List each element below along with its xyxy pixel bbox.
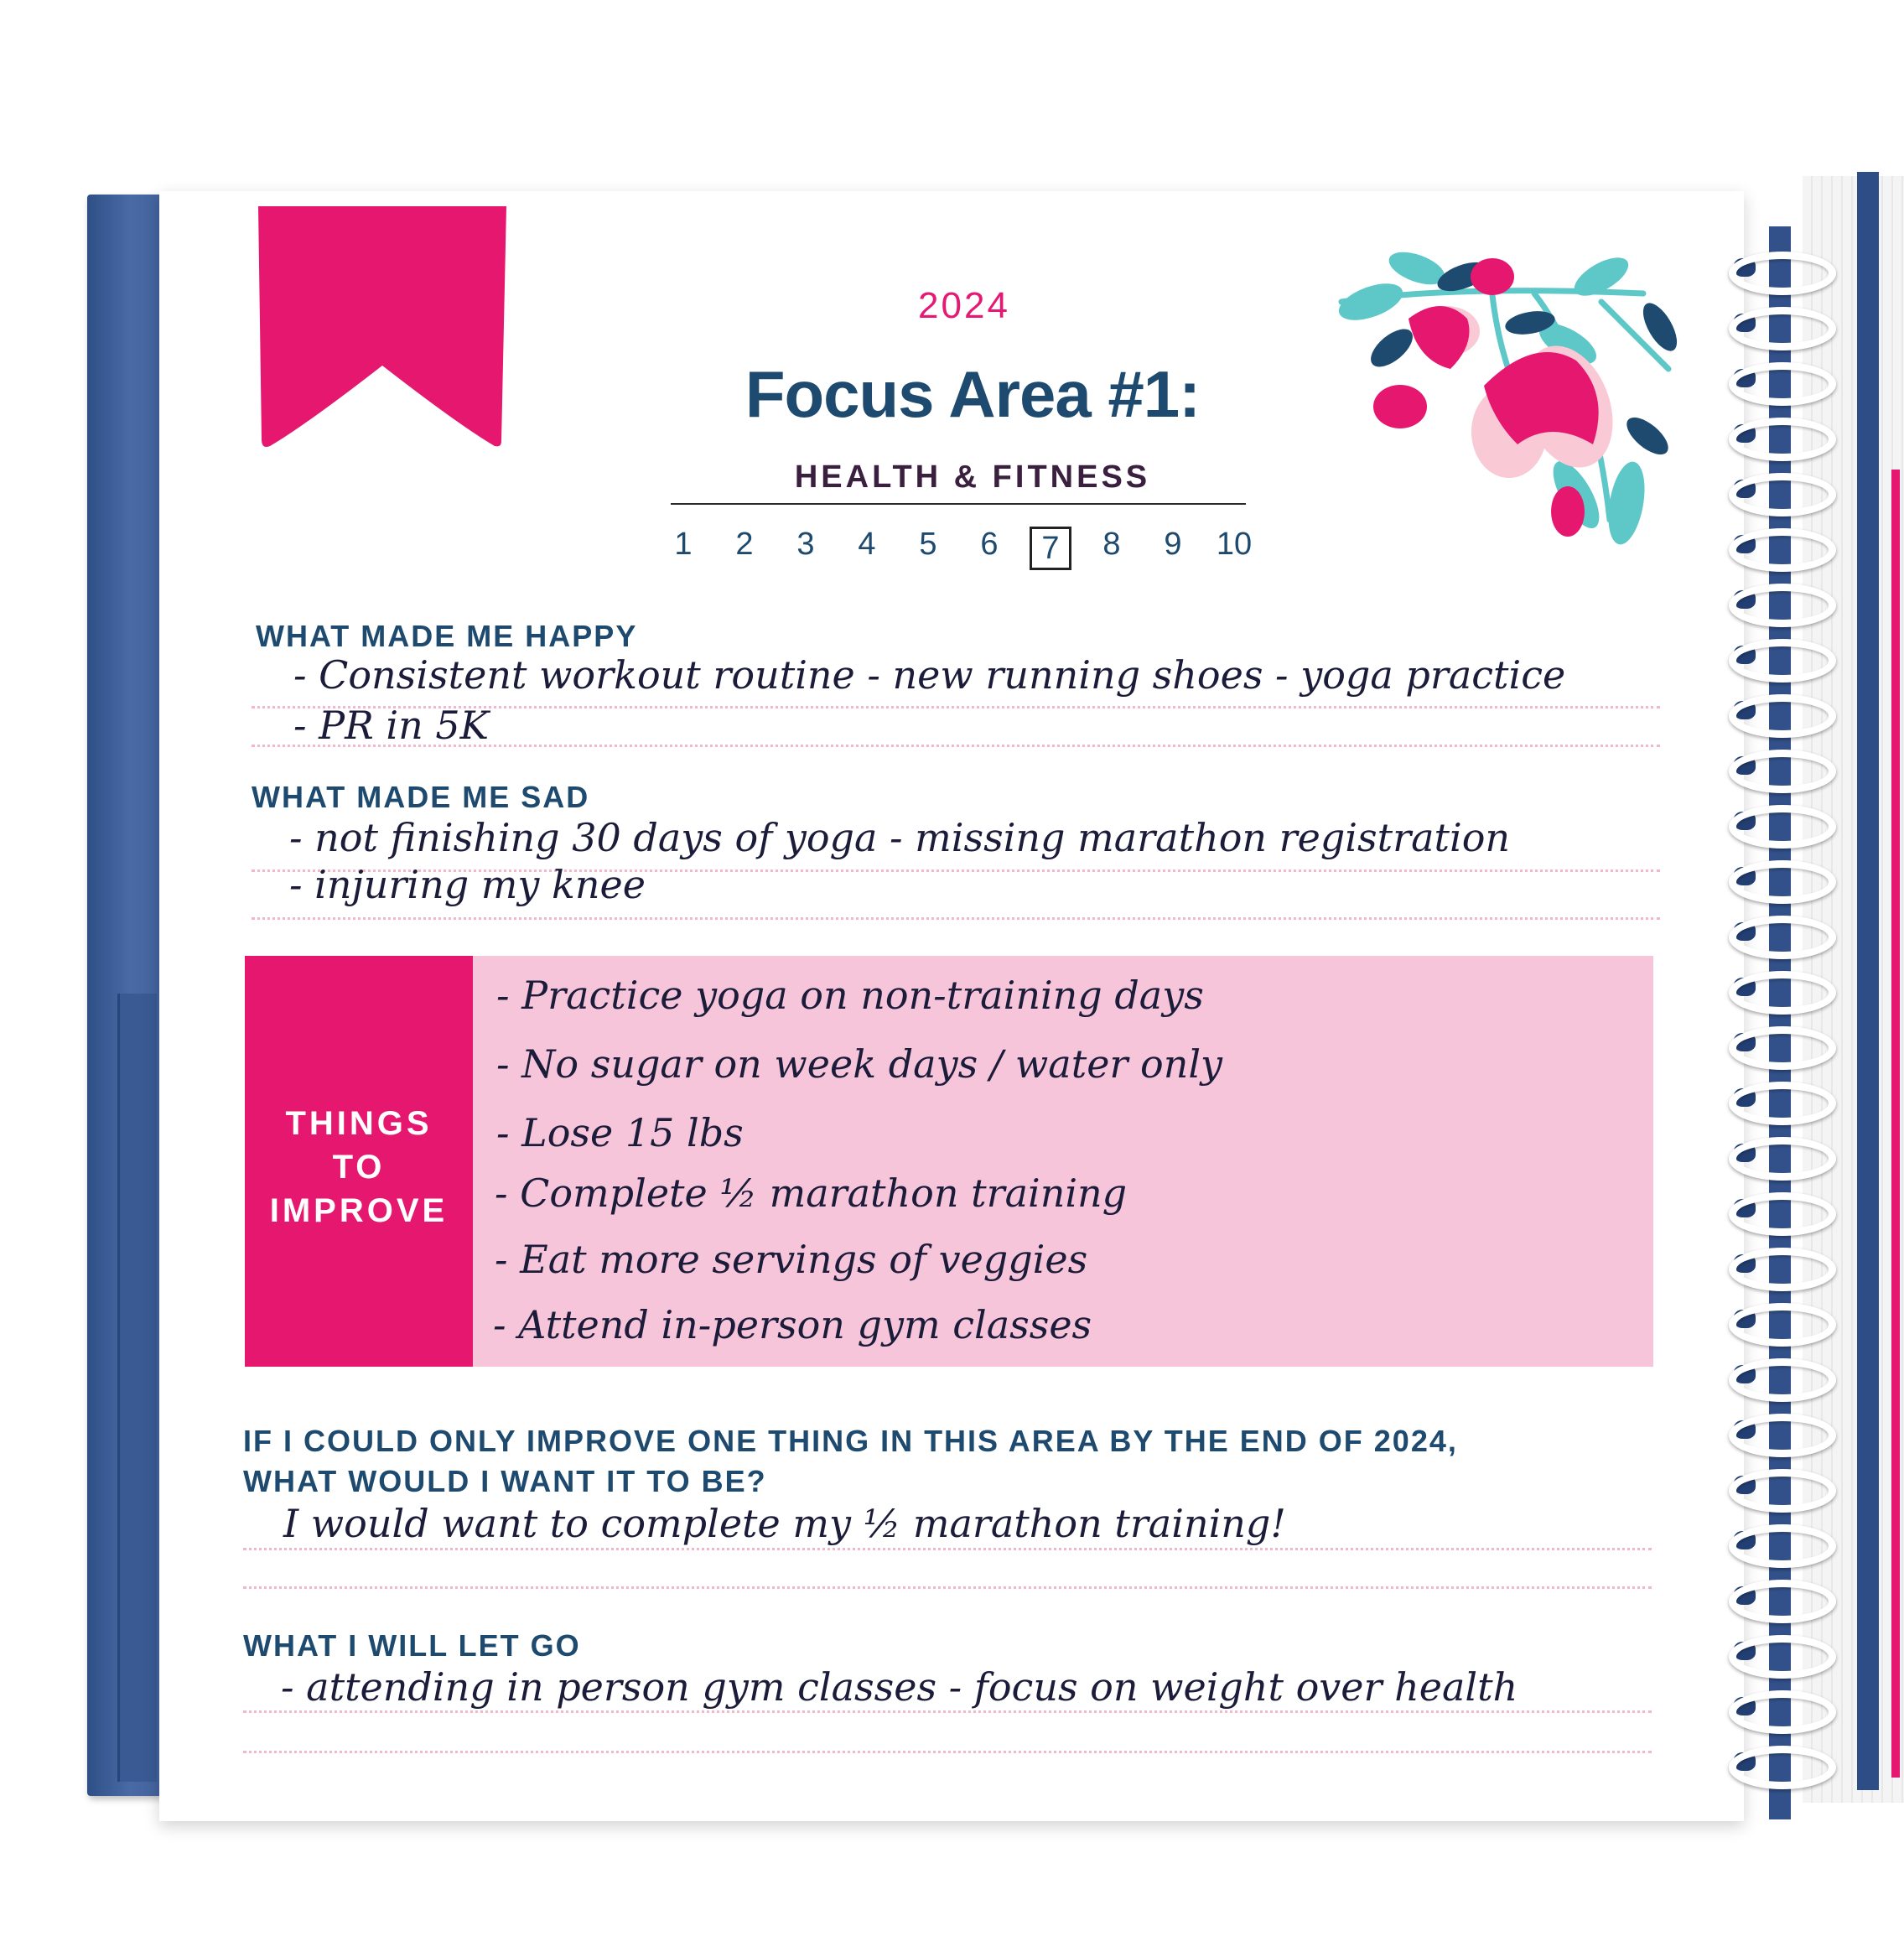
spiral-coil bbox=[1729, 1469, 1836, 1513]
spiral-coil bbox=[1729, 1248, 1836, 1291]
section-label-one-thing-line-2: WHAT WOULD I WANT IT TO BE? bbox=[243, 1464, 767, 1498]
page-year: 2024 bbox=[918, 285, 1010, 326]
improve-label-line-2: TO bbox=[332, 1149, 386, 1186]
spiral-coil bbox=[1729, 307, 1836, 350]
spiral-coil bbox=[1729, 1137, 1836, 1181]
page-tab-edge bbox=[1891, 470, 1900, 1778]
section-label-sad: WHAT MADE ME SAD bbox=[252, 780, 590, 814]
rating-option-8[interactable]: 8 bbox=[1102, 527, 1121, 562]
writing-line bbox=[243, 1586, 1652, 1589]
improve-item-5[interactable]: - Eat more servings of veggies bbox=[495, 1237, 1088, 1282]
improve-item-6[interactable]: - Attend in-person gym classes bbox=[493, 1302, 1092, 1347]
spiral-coil bbox=[1729, 362, 1836, 406]
focus-area-name: HEALTH & FITNESS bbox=[794, 459, 1151, 495]
improve-item-4[interactable]: - Complete ½ marathon training bbox=[495, 1170, 1128, 1216]
planner-cover-right bbox=[1857, 172, 1879, 1790]
spiral-coil bbox=[1729, 1026, 1836, 1070]
rating-option-5[interactable]: 5 bbox=[919, 527, 937, 562]
let-go-answer[interactable]: - attending in person gym classes - focus on weight over health bbox=[281, 1664, 1518, 1710]
spiral-coil bbox=[1729, 1635, 1836, 1679]
spiral-coil bbox=[1729, 252, 1836, 295]
page-title: Focus Area #1: bbox=[744, 357, 1201, 431]
spiral-coil bbox=[1729, 1192, 1836, 1236]
improve-item-3[interactable]: - Lose 15 lbs bbox=[496, 1110, 744, 1155]
spiral-coil bbox=[1729, 473, 1836, 516]
writing-line bbox=[252, 745, 1660, 747]
sad-line-2[interactable]: - injuring my knee bbox=[289, 862, 646, 907]
spiral-coil bbox=[1729, 584, 1836, 627]
spiral-coil bbox=[1729, 971, 1836, 1015]
rating-option-9[interactable]: 9 bbox=[1164, 527, 1182, 562]
writing-line bbox=[243, 1548, 1652, 1550]
rating-option-4[interactable]: 4 bbox=[858, 527, 876, 562]
improve-label-line-3: IMPROVE bbox=[269, 1192, 449, 1229]
writing-line bbox=[252, 917, 1660, 920]
spiral-coil bbox=[1729, 1358, 1836, 1402]
spiral-coil bbox=[1729, 639, 1836, 683]
happy-line-2[interactable]: - PR in 5K bbox=[293, 703, 489, 748]
spiral-coil bbox=[1729, 1580, 1836, 1623]
section-label-let-go: WHAT I WILL LET GO bbox=[243, 1628, 581, 1663]
spiral-coil bbox=[1729, 1082, 1836, 1125]
rating-option-3[interactable]: 3 bbox=[796, 527, 815, 562]
writing-line bbox=[243, 1751, 1652, 1753]
spiral-coil bbox=[1729, 750, 1836, 793]
sad-line-1[interactable]: - not finishing 30 days of yoga - missing marathon registration bbox=[289, 815, 1511, 860]
rating-option-1[interactable]: 1 bbox=[674, 527, 693, 562]
section-label-happy: WHAT MADE ME HAPPY bbox=[256, 619, 638, 653]
spiral-coil bbox=[1729, 1524, 1836, 1568]
section-label-one-thing-line-1: IF I COULD ONLY IMPROVE ONE THING IN THIS AREA BY THE END OF 2024, bbox=[243, 1424, 1458, 1458]
bookmark-ribbon-icon bbox=[257, 206, 508, 449]
spiral-coil bbox=[1729, 418, 1836, 461]
improve-label-line-1: THINGS bbox=[285, 1105, 433, 1142]
one-thing-answer[interactable]: I would want to complete my ½ marathon training! bbox=[283, 1501, 1286, 1546]
spiral-coil bbox=[1729, 916, 1836, 959]
rating-option-6[interactable]: 6 bbox=[980, 527, 999, 562]
writing-line bbox=[243, 1710, 1652, 1713]
spiral-coil bbox=[1729, 1690, 1836, 1734]
spiral-coil bbox=[1729, 1746, 1836, 1789]
spiral-coil bbox=[1729, 528, 1836, 572]
rating-option-10[interactable]: 10 bbox=[1216, 527, 1253, 562]
spiral-coil bbox=[1729, 860, 1836, 904]
improve-item-2[interactable]: - No sugar on week days / water only bbox=[496, 1041, 1223, 1087]
spiral-coil bbox=[1729, 1303, 1836, 1347]
planner-cover-pocket bbox=[117, 994, 157, 1782]
rating-option-7-selected[interactable]: 7 bbox=[1030, 527, 1071, 570]
spiral-coil bbox=[1729, 694, 1836, 738]
happy-line-1[interactable]: - Consistent workout routine - new running shoes - yoga practice bbox=[293, 652, 1566, 698]
rating-option-2[interactable]: 2 bbox=[735, 527, 754, 562]
improve-item-1[interactable]: - Practice yoga on non-training days bbox=[496, 973, 1204, 1018]
spiral-coil bbox=[1729, 1414, 1836, 1457]
floral-decoration-icon bbox=[1325, 243, 1694, 562]
rating-scale bbox=[662, 527, 1253, 577]
spiral-coil bbox=[1729, 805, 1836, 849]
title-divider bbox=[671, 503, 1246, 505]
